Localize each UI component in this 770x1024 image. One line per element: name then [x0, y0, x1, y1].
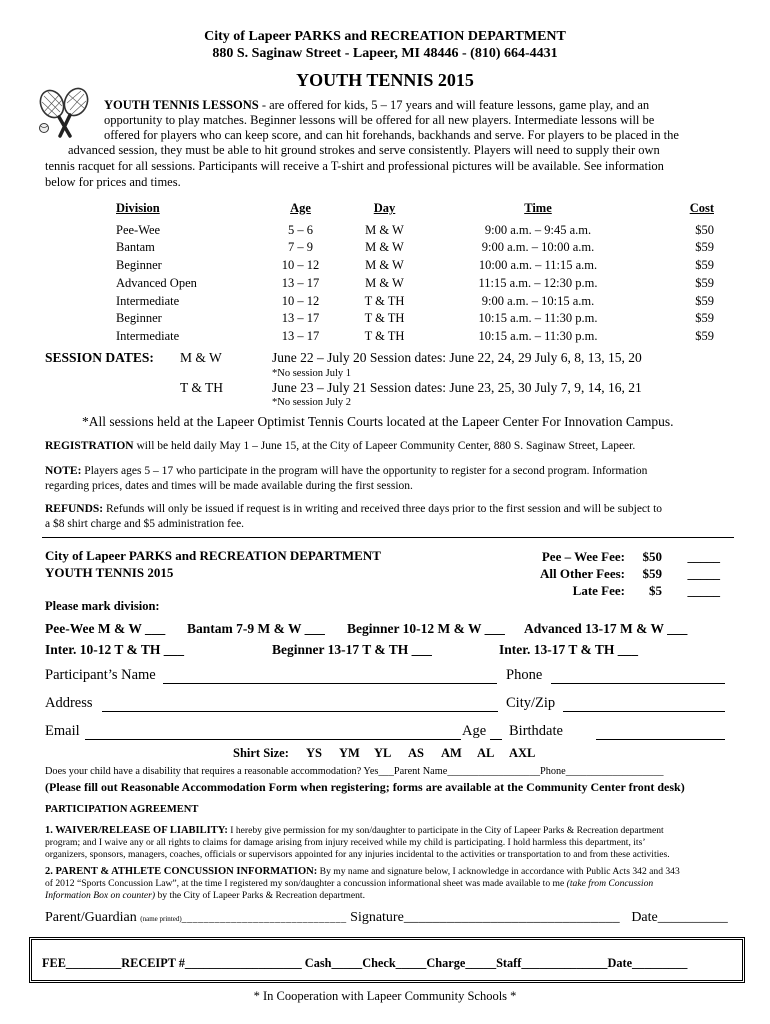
table-row: Intermediate 10 – 12 T & TH 9:00 a.m. – 10:15 a.m. $59: [116, 293, 714, 308]
concussion-line-2: of 2012 “Sports Concussion Law”, at the time I registered my son/daughter a concussion informational sheet was made available to me (take from Concussion: [45, 878, 654, 889]
intro-line-6: below for prices and times.: [45, 175, 181, 189]
table-row: Bantam 7 – 9 M & W 9:00 a.m. – 10:00 a.m. $59: [116, 240, 714, 255]
session-mw-day: M & W: [180, 350, 222, 365]
table-row: Advanced Open 13 – 17 M & W 11:15 a.m. – 12:30 p.m. $59: [116, 275, 714, 290]
agreement-title: PARTICIPATION AGREEMENT: [45, 804, 199, 815]
shirt-size-am[interactable]: AM: [441, 746, 462, 760]
department-name: City of Lapeer PARKS and RECREATION DEPARTMENT: [204, 29, 566, 44]
email-label: Email: [45, 723, 80, 739]
note-line-2: regarding prices, dates and times will be made available during the first session.: [45, 480, 413, 492]
footer-note: * In Cooperation with Lapeer Community Schools *: [253, 989, 517, 1003]
session-tth-day: T & TH: [180, 380, 224, 395]
location-note: *All sessions held at the Lapeer Optimist Tennis Courts located at the Lapeer Center For Innovation Campus.: [82, 414, 674, 429]
department-address: 880 S. Saginaw Street - Lapeer, MI 48446 - (810) 664-4431: [212, 46, 558, 61]
fee-box: Pee – Wee Fee: $50 _____ All Other Fees: $59 _____ Late Fee: $5 _____: [540, 549, 720, 598]
waiver-line-2: program; and I waive any or all rights to claims for damage arising from injury received while my child is participating. I hold harmless this department, its’: [45, 837, 646, 848]
shirt-size-as[interactable]: AS: [408, 746, 424, 760]
city-zip-field[interactable]: [563, 711, 725, 712]
office-use-box: [29, 937, 745, 983]
intro-line-2: opportunity to play matches. Beginner lessons will be offered for all new players. Intermediate lessons will be: [104, 113, 655, 127]
session-tth-dates: June 23 – July 21 Session dates: June 23, 25, 30 July 7, 9, 14, 16, 21: [272, 380, 642, 395]
refunds-line-1: REFUNDS: Refunds will only be issued if request is in writing and received three days prior to the first session and will be subject to: [45, 503, 663, 515]
shirt-size-ys[interactable]: YS: [306, 746, 322, 760]
registration-info: REGISTRATION will be held daily May 1 – June 15, at the City of Lapeer Community Center, 880 S. Saginaw Street, Lapeer.: [45, 440, 636, 452]
guardian-signature-row: [45, 910, 728, 926]
page-title: YOUTH TENNIS 2015: [296, 70, 474, 90]
intro-line-4: advanced session, they must be able to hit ground strokes and serve consistently. Players will need to supply their own: [68, 143, 660, 157]
cut-line-divider: [42, 537, 734, 538]
office-use-line[interactable]: FEE_________RECEIPT #___________________ Cash_____Check_____Charge_____Staff______________Date_________: [42, 956, 688, 970]
form-program: YOUTH TENNIS 2015: [45, 565, 174, 580]
form-department: City of Lapeer PARKS and RECREATION DEPARTMENT: [45, 548, 381, 563]
participant-name-field[interactable]: [163, 683, 497, 684]
division-advanced-mw[interactable]: Advanced 13-17 M & W ___: [524, 621, 688, 636]
intro-line-1: YOUTH TENNIS LESSONS - are offered for kids, 5 – 17 years and will feature lessons, game play, and an: [104, 98, 650, 112]
session-tth-note: *No session July 2: [272, 397, 352, 408]
division-beginner-mw[interactable]: Beginner 10-12 M & W ___: [347, 621, 505, 636]
division-inter-13-17-tth[interactable]: Inter. 13-17 T & TH ___: [499, 642, 639, 657]
col-division: Division: [116, 201, 160, 215]
email-field[interactable]: [85, 739, 461, 740]
date-field[interactable]: __________: [657, 910, 728, 925]
disability-question: Does your child have a disability that requires a reasonable accommodation? Yes___Parent Name__________________Phone___________________: [45, 766, 664, 777]
address-field[interactable]: [102, 711, 498, 712]
col-time: Time: [524, 201, 552, 215]
waiver-line-3: organizers, sponsors, managers, coaches, officials or supervisors appointed for any injuries incidental to the activities or transportation to and from these activities.: [45, 849, 670, 860]
shirt-size-yl[interactable]: YL: [374, 746, 392, 760]
concussion-line-3: Information Box on counter) by the City of Lapeer Parks & Recreation department.: [45, 890, 365, 901]
address-label: Address: [45, 695, 93, 711]
accommodation-note: (Please fill out Reasonable Accommodation Form when registering; forms are available at the Community Center front desk): [45, 780, 685, 794]
note-line-1: NOTE: Players ages 5 – 17 who participate in the program will have the opportunity to register for a second program. Information: [45, 465, 648, 477]
col-cost: Cost: [689, 201, 714, 215]
col-age: Age: [290, 201, 311, 215]
signature-label: Signature: [350, 910, 404, 925]
shirt-size-ym[interactable]: YM: [339, 746, 360, 760]
shirt-size-axl[interactable]: AXL: [509, 746, 536, 760]
tennis-rackets-icon: [30, 84, 100, 144]
guardian-small-label: (name printed): [140, 915, 182, 923]
table-row: Pee-Wee 5 – 6 M & W 9:00 a.m. – 9:45 a.m. $50: [116, 222, 714, 237]
table-row: Beginner 13 – 17 T & TH 10:15 a.m. – 11:30 p.m. $59: [116, 311, 714, 326]
session-mw-dates: June 22 – July 20 Session dates: June 22, 24, 29 July 6, 8, 13, 15, 20: [272, 350, 642, 365]
refunds-line-2: a $8 shirt charge and $5 administration fee.: [45, 518, 245, 530]
phone-label: Phone: [506, 667, 543, 683]
concussion-line-1: 2. PARENT & ATHLETE CONCUSSION INFORMATION: By my name and signature below, I acknowledge in accordance with Public Acts 342 and 343: [45, 866, 680, 877]
intro-line-3: offered for players who can keep score, and can hit forehands, backhands and serve. For players to be placed in the: [104, 128, 679, 142]
participant-name-label: Participant’s Name: [45, 667, 156, 683]
signature-field[interactable]: ______________________________: [403, 910, 620, 925]
session-dates-label: SESSION DATES:: [45, 350, 154, 365]
shirt-size-label: Shirt Size:: [233, 746, 289, 760]
birthdate-field[interactable]: [596, 739, 725, 740]
col-day: Day: [373, 201, 396, 215]
guardian-label: Parent/Guardian: [45, 910, 137, 925]
phone-field[interactable]: [551, 683, 725, 684]
waiver-line-1: 1. WAIVER/RELEASE OF LIABILITY: I hereby give permission for my son/daughter to participate in the City of Lapeer Parks & Recreation department: [45, 825, 664, 836]
mark-division-label: Please mark division:: [45, 599, 160, 613]
table-row: Beginner 10 – 12 M & W 10:00 a.m. – 11:15 a.m. $59: [116, 258, 714, 273]
division-beginner-13-17-tth[interactable]: Beginner 13-17 T & TH ___: [272, 642, 432, 657]
date-label: Date: [631, 910, 658, 925]
shirt-size-al[interactable]: AL: [477, 746, 495, 760]
division-bantam-mw[interactable]: Bantam 7-9 M & W ___: [187, 621, 325, 636]
birthdate-label: Birthdate: [509, 723, 563, 739]
guardian-field[interactable]: ______________________________: [181, 913, 347, 924]
city-zip-label: City/Zip: [506, 695, 556, 711]
table-row: Intermediate 13 – 17 T & TH 10:15 a.m. – 11:30 p.m. $59: [116, 328, 714, 343]
age-field[interactable]: [490, 739, 502, 740]
intro-line-5: tennis racquet for all sessions. Participants will receive a T-shirt and professional pictures will be available. See information: [45, 159, 664, 173]
division-peewee-mw[interactable]: Pee-Wee M & W ___: [45, 621, 166, 636]
age-label: Age: [462, 723, 487, 739]
schedule-table: [116, 200, 714, 346]
session-mw-note: *No session July 1: [272, 368, 352, 379]
division-inter-10-12-tth[interactable]: Inter. 10-12 T & TH ___: [45, 642, 185, 657]
